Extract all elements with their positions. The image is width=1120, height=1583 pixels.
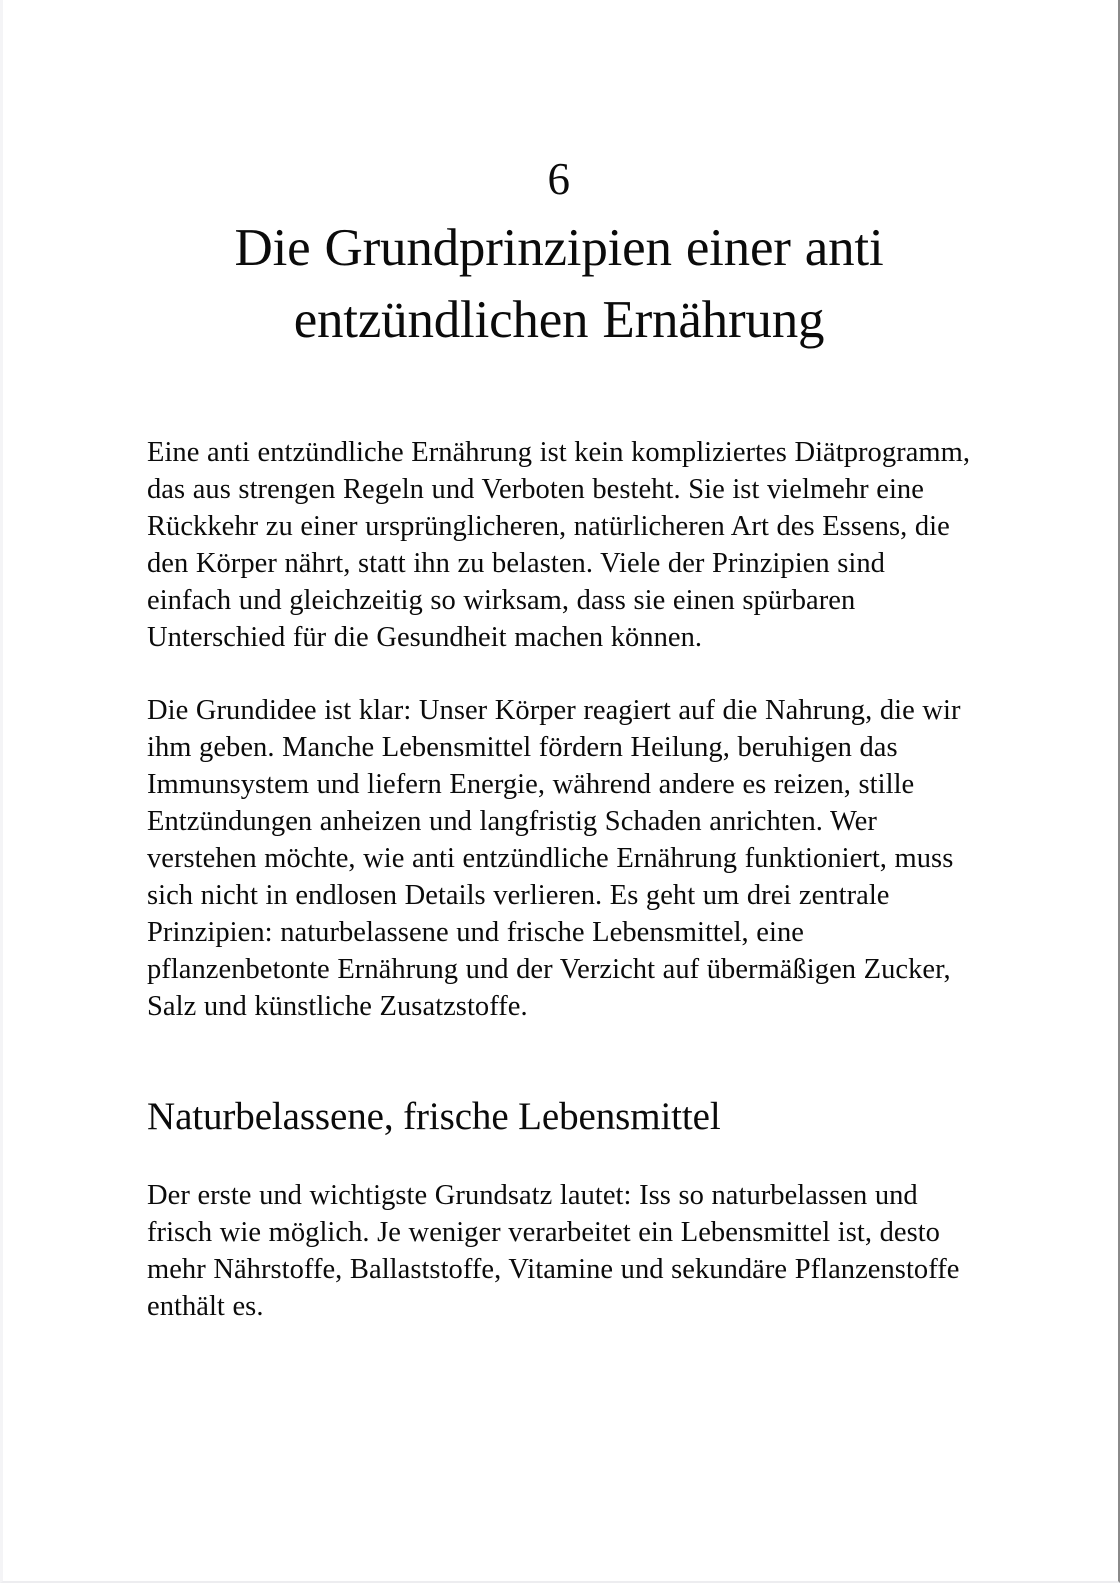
chapter-title-line-1: Die Grundprinzipien einer anti (234, 219, 884, 277)
section-heading: Naturbelassene, frische Lebensmittel (147, 1095, 721, 1138)
page-content-column (147, 0, 971, 1325)
chapter-intro (147, 356, 971, 1025)
section-naturbelassene-frische-lebensmittel (147, 1025, 971, 1325)
section-body (147, 1141, 971, 1325)
intro-paragraph-1: Eine anti entzündliche Ernährung ist kein kompliziertes Diätprogramm, das aus strengen Regeln und Verboten besteht. Sie ist vielmehr eine Rückkehr zu einer ursprünglicheren, natürlicheren Art des Essens, die den Körper nährt, statt ihn zu belasten. Viele der Prinzipien sind einfach und gleichzeitig so wirksam, dass sie einen spürbaren Unterschied für die Gesundheit machen können. (147, 437, 971, 653)
section-paragraph-1: Der erste und wichtigste Grundsatz lautet: Iss so naturbelassen und frisch wie möglich. Je weniger verarbeitet ein Lebensmittel ist, desto mehr Nährstoffe, Ballaststoffe, Vitamine und sekundäre Pflanzenstoffe enthält es. (147, 1180, 960, 1322)
chapter-header (147, 0, 971, 356)
intro-paragraph-2: Die Grundidee ist klar: Unser Körper reagiert auf die Nahrung, die wir ihm geben. Manche Lebensmittel fördern Heilung, beruhigen das Immunsystem und liefern Energie, während andere es reizen, stille Entzündungen anheizen und langfristig Schaden anrichten. Wer verstehen möchte, wie anti entzündliche Ernährung funktioniert, muss sich nicht in endlosen Details verlieren. Es geht um drei zentrale Prinzipien: naturbelassene und frische Lebensmittel, eine pflanzenbetonte Ernährung und der Verzicht auf übermäßigen Zucker, Salz und künstliche Zusatzstoffe. (147, 695, 961, 1022)
chapter-number: 6 (547, 154, 571, 204)
chapter-title (147, 206, 971, 356)
chapter-title-line-2: entzündlichen Ernährung (293, 291, 825, 349)
